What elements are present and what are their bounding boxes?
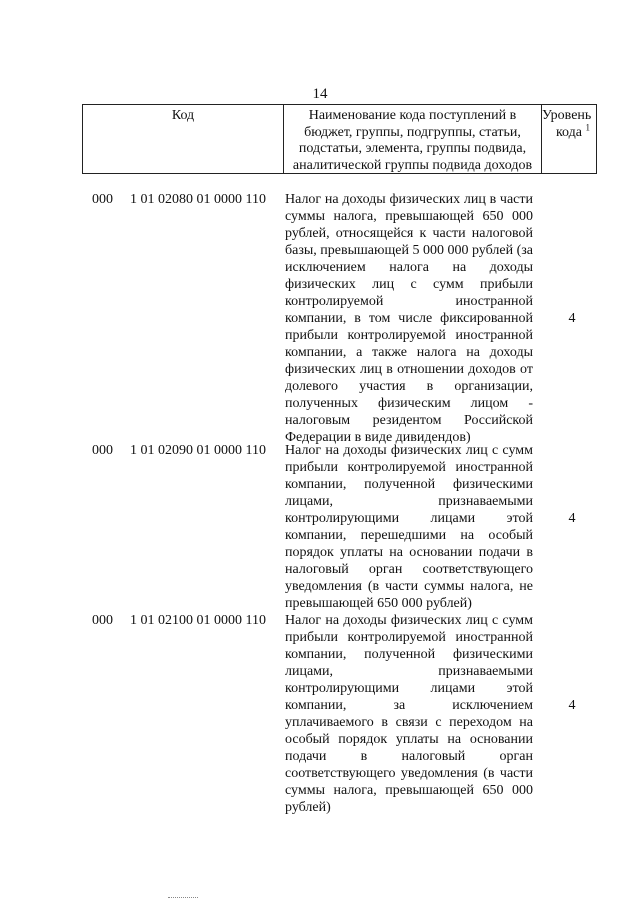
description-line: прибыли контролируемой иностранной [285, 328, 533, 343]
description-line: физических лиц с сумм прибыли [285, 277, 533, 292]
page-number: 14 [312, 86, 328, 102]
description-line: подачи в налоговый орган [285, 749, 533, 764]
description-line: исключением налога на доходы [285, 260, 533, 275]
revenue-code: 1 01 02090 01 0000 110 [130, 443, 266, 458]
description-line: Федерации в виде дивидендов) [285, 430, 471, 445]
header-name-line: аналитической группы подвида доходов [292, 157, 533, 173]
code-level: 4 [568, 698, 576, 713]
description-line: рублей) [285, 800, 331, 815]
description-line: компании, полученной физическими [285, 647, 533, 662]
revenue-description [285, 612, 533, 816]
admin-code: 000 [92, 443, 113, 458]
code-level: 4 [568, 311, 576, 326]
description-line: особый порядок уплаты на основании [285, 732, 533, 747]
header-level-word: кода [555, 124, 582, 140]
description-line: компании, полученной физическими [285, 477, 533, 492]
footnote-marker: 1 [585, 121, 590, 132]
header-name-line: Наименование кода поступлений в [308, 108, 517, 123]
header-code-label: Код [171, 108, 195, 123]
description-line: контролирующими лицами этой [285, 511, 533, 526]
header-level-cell [542, 105, 596, 173]
description-line: рублей, относящейся к части налоговой [285, 226, 533, 241]
description-line: Налог на доходы физических лиц с сумм [285, 443, 533, 458]
admin-code: 000 [92, 613, 113, 628]
description-line: компании, перешедшими на особый [285, 528, 533, 543]
description-line: контролирующими лицами этой [285, 681, 533, 696]
description-line: полученных физическим лицом - [285, 396, 533, 411]
header-code-cell [83, 105, 284, 173]
description-line: уплачиваемого в связи с переходом на [285, 715, 533, 730]
description-line: суммы налога, превышающей 650 000 [285, 209, 533, 224]
header-name-cell [284, 105, 542, 173]
revenue-code: 1 01 02080 01 0000 110 [130, 192, 266, 207]
description-line: базы, превышающей 5 000 000 рублей (за [285, 243, 533, 258]
revenue-description [285, 442, 533, 612]
description-line: прибыли контролируемой иностранной [285, 460, 533, 475]
header-level-label-2 [542, 121, 590, 142]
admin-code: 000 [92, 192, 113, 207]
description-line: Налог на доходы физических лиц с сумм [285, 613, 533, 628]
description-line: Налог на доходы физических лиц в части [285, 192, 533, 207]
description-line: налоговый орган соответствующего [285, 562, 533, 577]
description-line: компании, за исключением [285, 698, 533, 713]
code-level: 4 [568, 511, 576, 526]
description-line: порядок уплаты на основании подачи в [285, 545, 533, 560]
description-line: уведомления (в части суммы налога, не [285, 579, 533, 594]
table-header [82, 104, 597, 174]
description-line: суммы налога, превышающей 650 000 [285, 783, 533, 798]
revenue-code: 1 01 02100 01 0000 110 [130, 613, 266, 628]
description-line: компании, в том числе фиксированной [285, 311, 533, 326]
description-line: соответствующего уведомления (в части [285, 766, 533, 781]
description-line: лицами, признаваемыми [285, 494, 533, 509]
description-line: налоговым резидентом Российской [285, 413, 533, 428]
description-line: прибыли контролируемой иностранной [285, 630, 533, 645]
revenue-description [285, 191, 533, 446]
description-line: контролируемой иностранной [285, 294, 533, 309]
scan-footer-mark [168, 897, 198, 900]
header-name-line: подстатьи, элемента, группы подвида, [298, 141, 527, 156]
description-line: долевого участия в организации, [285, 379, 533, 394]
header-level-label: Уровень [542, 108, 592, 123]
header-name-line: бюджет, группы, подгруппы, статьи, [304, 124, 521, 140]
description-line: превышающей 650 000 рублей) [285, 596, 472, 611]
description-line: компании, а также налога на доходы [285, 345, 533, 360]
description-line: лицами, признаваемыми [285, 664, 533, 679]
description-line: физических лиц в отношении доходов от [285, 362, 533, 377]
